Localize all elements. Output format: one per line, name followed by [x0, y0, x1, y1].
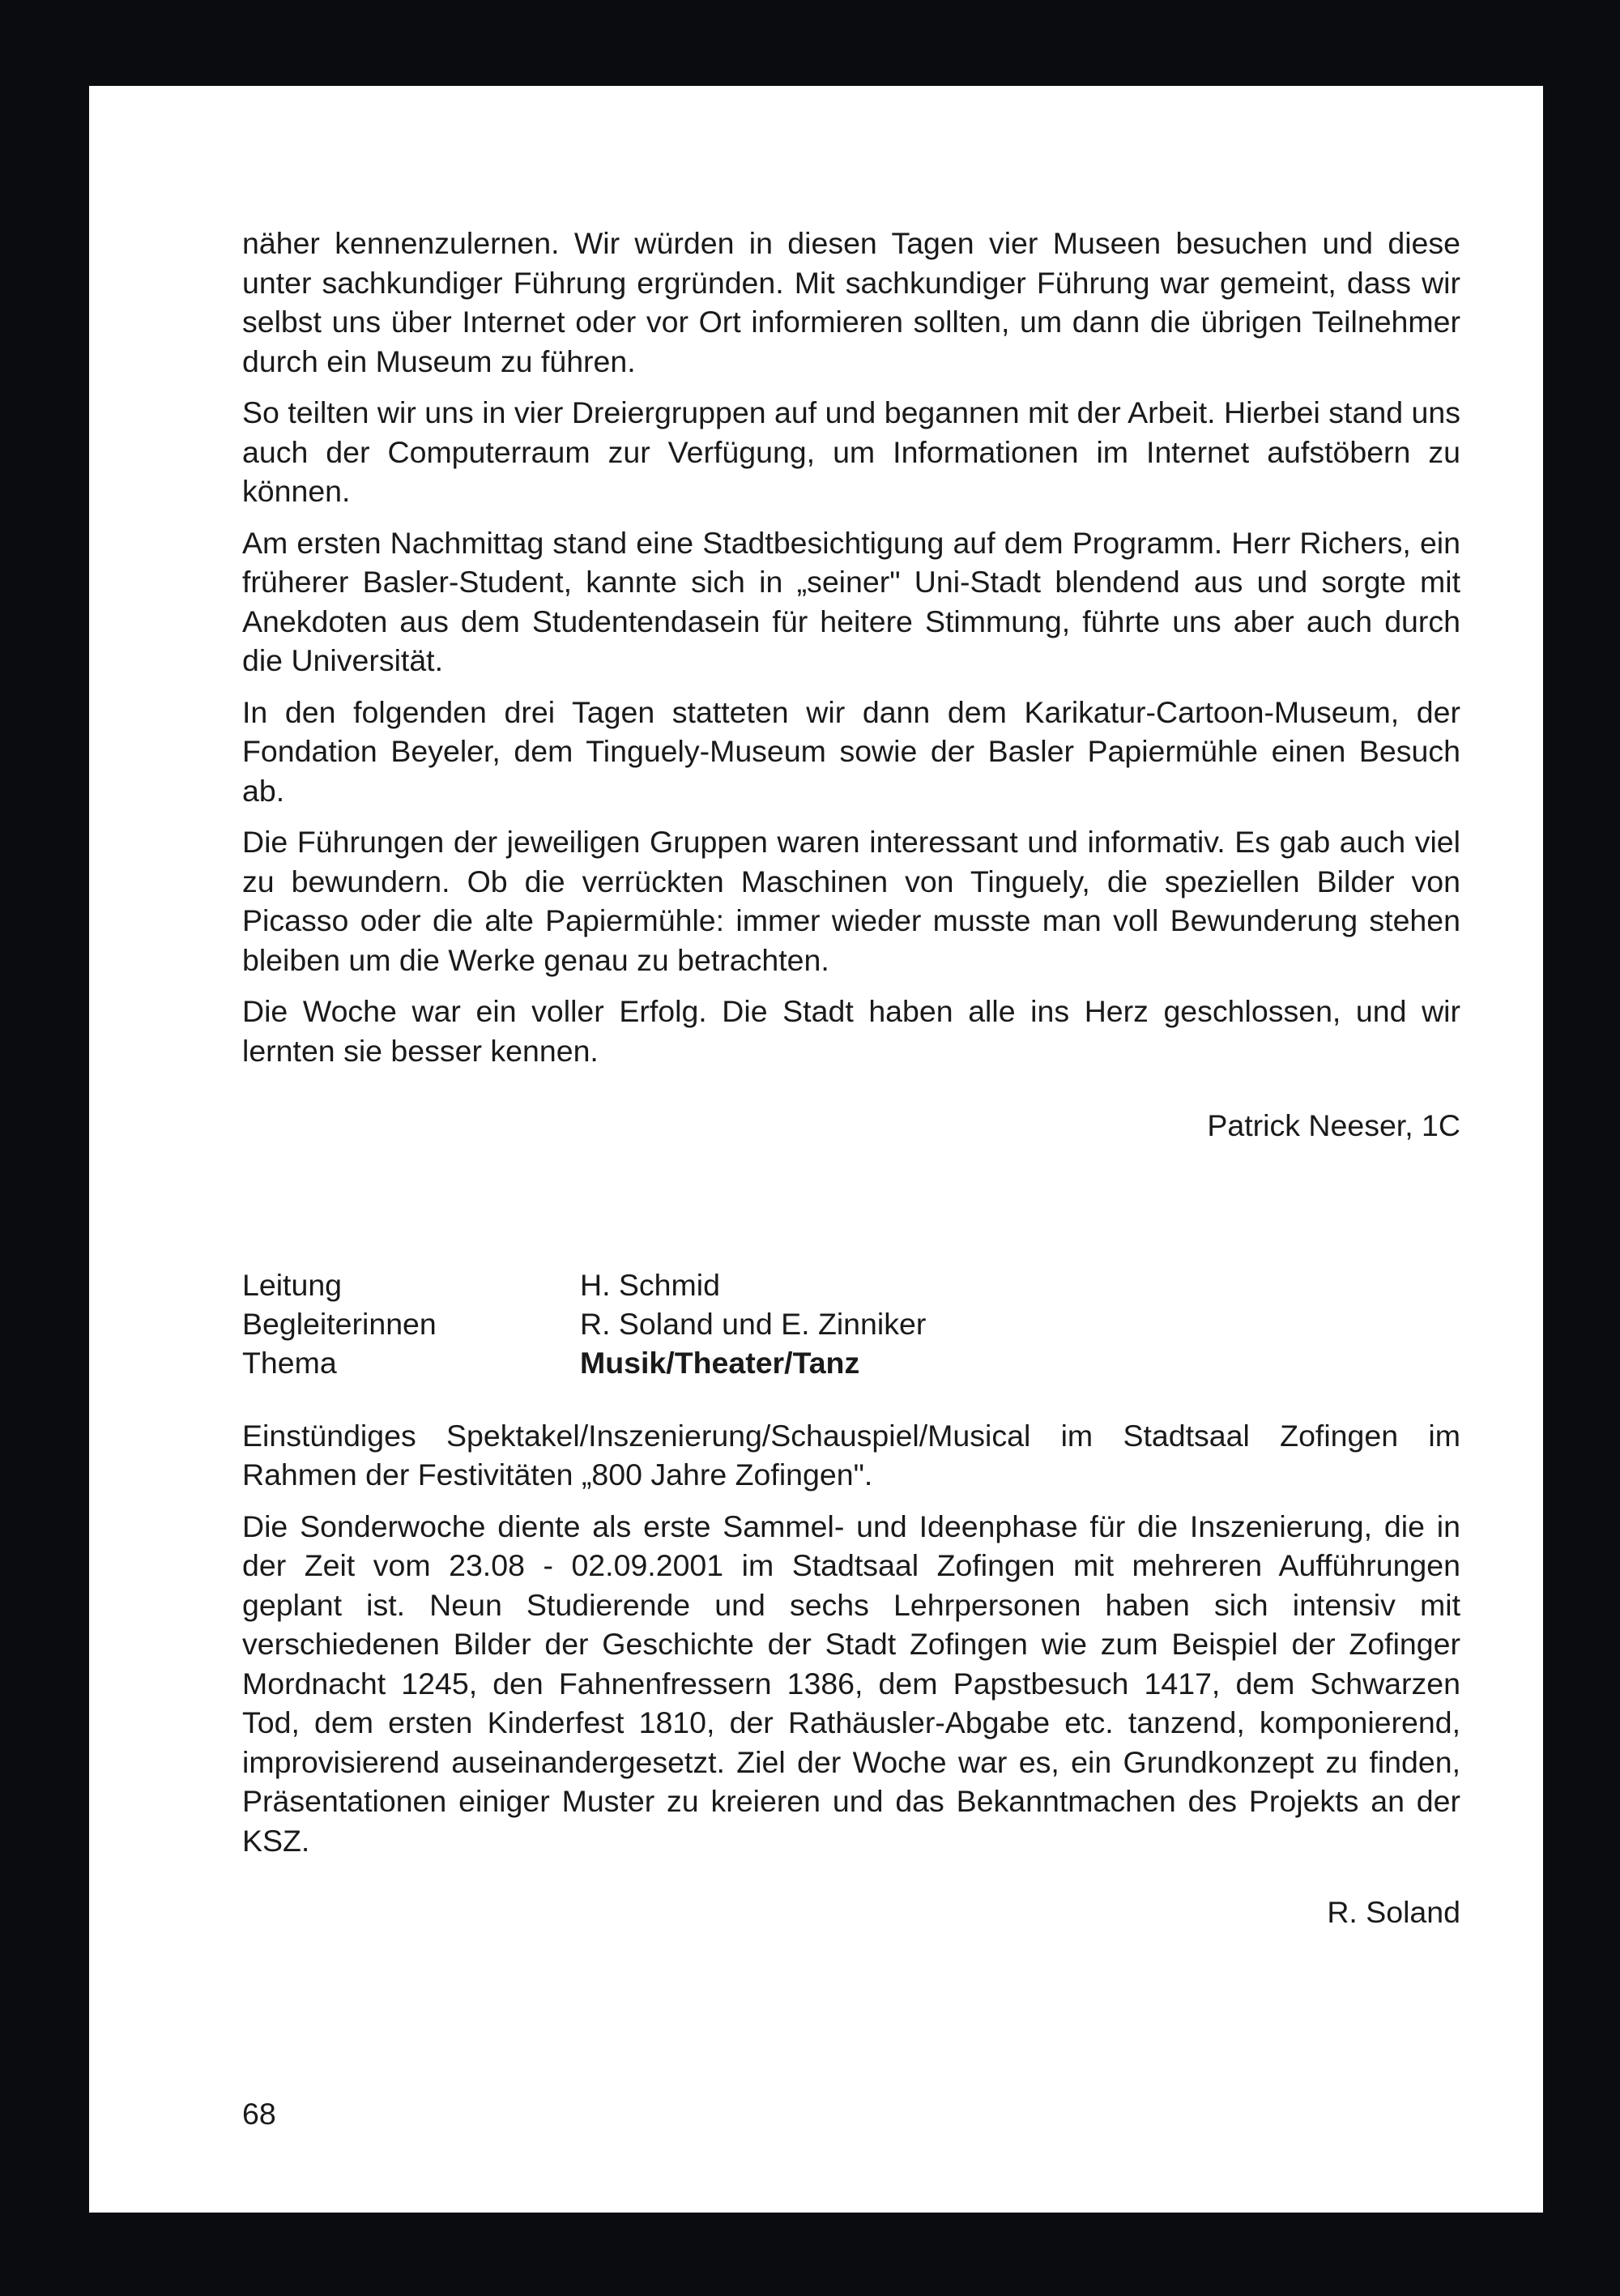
- paragraph: Einstündiges Spektakel/Inszenierung/Schauspiel/Musical im Stadtsaal Zofingen im Rahmen der Festivitäten „800 Jahre Zofingen".: [242, 1418, 1460, 1492]
- paragraph: In den folgenden drei Tagen statteten wir dann dem Karikatur-Cartoon-Museum, der Fondation Beyeler, dem Tinguely-Museum sowie der Basler Papiermühle einen Besuch ab.: [242, 694, 1460, 808]
- author-signature: R. Soland: [1327, 1895, 1460, 1929]
- paragraph: Am ersten Nachmittag stand eine Stadtbesichtigung auf dem Programm. Herr Richers, ein früherer Basler-Student, kannte sich in „seiner" Uni-Stadt blendend aus und sorgte mit Anekdoten aus dem Studentendasein für heitere Stimmung, führte uns aber auch durch die Universität.: [242, 525, 1460, 677]
- paragraph: näher kennenzulernen. Wir würden in diesen Tagen vier Museen besuchen und diese unter sachkundiger Führung ergründen. Mit sachkundiger Führung war gemeint, dass wir selbst uns über Internet oder vor Ort informieren sollten, um dann die übrigen Teilnehmer durch ein Museum zu führen.: [242, 226, 1460, 378]
- paragraph: Die Sonderwoche diente als erste Sammel- und Ideenphase für die Inszenierung, die in der Zeit vom 23.08 - 02.09.2001 im Stadtsaal Zofingen mit mehreren Aufführungen geplant ist. Neun Studierende und sechs Lehrpersonen haben sich intensiv mit verschiedenen Bilder der Geschichte der Stadt Zofingen wie zum Beispiel der Zofinger Mordnacht 1245, den Fahnenfressern 1386, dem Papstbesuch 1417, dem Schwarzen Tod, dem ersten Kinderfest 1810, der Rathäusler-Abgabe etc. tanzend, komponierend, improvisierend auseinandergesetzt. Ziel der Woche war es, ein Grundkonzept zu finden, Präsentationen einiger Muster zu kreieren und das Bekanntmachen des Projekts an der KSZ.: [242, 1509, 1460, 1858]
- meta-row-thema: [242, 1343, 1460, 1382]
- paragraph: Die Führungen der jeweiligen Gruppen waren interessant und informativ. Es gab auch viel zu bewundern. Ob die verrückten Maschinen von Tinguely, die speziellen Bilder von Picasso oder die alte Papiermühle: immer wieder musste man voll Bewunderung stehen bleiben um die Werke genau zu betrachten.: [242, 825, 1460, 977]
- meta-value-topic: Musik/Theater/Tanz: [580, 1345, 860, 1380]
- music-theater-dance-report: [242, 1265, 1460, 1932]
- author-signature: Patrick Neeser, 1C: [1207, 1108, 1460, 1142]
- paragraph: So teilten wir uns in vier Dreiergruppen auf und begannen mit der Arbeit. Hierbei stand uns auch der Computerraum zur Verfügung, um Informationen im Internet aufstöbern zu können.: [242, 395, 1460, 508]
- page-content: [242, 224, 1460, 1932]
- document-page: [89, 86, 1543, 2213]
- meta-label: Begleiterinnen: [242, 1306, 437, 1341]
- meta-label: Leitung: [242, 1267, 343, 1302]
- meta-value: R. Soland und E. Zinniker: [580, 1306, 927, 1341]
- paragraph: Die Woche war ein voller Erfolg. Die Stadt haben alle ins Herz geschlossen, und wir lernten sie besser kennen.: [242, 994, 1460, 1068]
- meta-value: H. Schmid: [580, 1267, 720, 1302]
- meta-label: Thema: [242, 1345, 337, 1380]
- museum-week-report: [242, 224, 1460, 1146]
- meta-row-begleiterinnen: [242, 1304, 1460, 1343]
- meta-row-leitung: [242, 1265, 1460, 1304]
- page-number: 68: [242, 2097, 276, 2131]
- project-meta-table: [242, 1265, 1460, 1382]
